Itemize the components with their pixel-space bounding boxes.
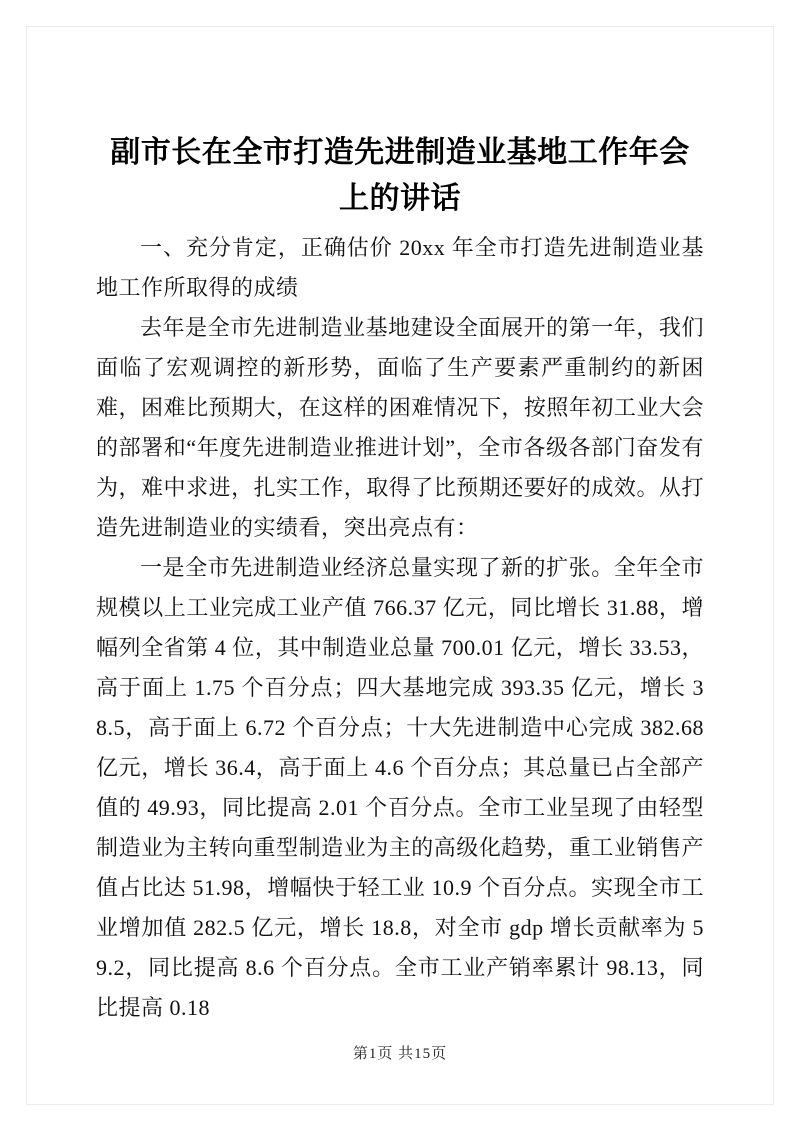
page-number-footer: 第1页 共15页 (352, 1046, 448, 1062)
paragraph-body: 去年是全市先进制造业基地建设全面展开的第一年，我们面临了宏观调控的新形势，面临了生产要素严重制约的新困难，困难比预期大，在这样的困难情况下，按照年初工业大会的部署和“年度先进制造业推进计划”，全市各级各部门奋发有为，难中求进，扎实工作，取得了比预期还要好的成效。从打造先进制造业的实绩看，突出亮点有： (96, 315, 704, 540)
paragraph-section-heading: 一、充分肯定，正确估价 20xx 年全市打造先进制造业基地工作所取得的成绩 (96, 235, 704, 300)
document-page (96, 130, 704, 1028)
paragraph-body: 一是全市先进制造业经济总量实现了新的扩张。全年全市规模以上工业完成工业产值 766.37 亿元，同比增长 31.88，增幅列全省第 4 位，其中制造业总量 700.01 亿元，增长 33.53，高于面上 1.75 个百分点；四大基地完成 393.35 亿元，增长 38.5，高于面上 6.72 个百分点；十大先进制造中心完成 382.68 亿元，增长 36.4，高于面上 4.6 个百分点；其总量已占全部产值的 49.93，同比提高 2.01 个百分点。全市工业呈现了由轻型制造业为主转向重型制造业为主的高级化趋势，重工业销售产值占比达 51.98，增幅快于轻工业 10.9 个百分点。实现全市工业增加值 282.5 亿元，增长 18.8，对全市 gdp 增长贡献率为 59.2，同比提高 8.6 个百分点。全市工业产销率累计 98.13，同比提高 0.18 (96, 555, 704, 1020)
document-title: 副市长在全市打造先进制造业基地工作年会上的讲话 (110, 136, 690, 215)
